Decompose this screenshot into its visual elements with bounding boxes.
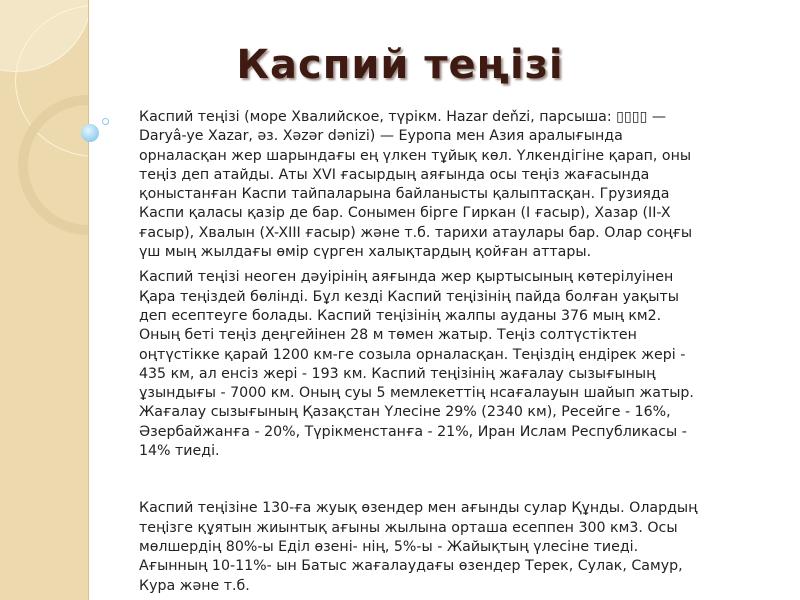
slide-title: Каспий теңізі — [236, 42, 564, 88]
slide-body — [139, 108, 699, 596]
paragraph-geography: Каспий теңізі неоген дәуірінің аяғында жер қыртысының көтерілуінен Қара теңіздей бөлінді. Бұл кезді Каспий теңізінің пайда болған уақыты деп есептеуге болады. Каспий теңізінің жалпы ауданы 376 мың км2. Оның беті теңіз деңгейінен 28 м төмен жатыр. Теңіз солтүстіктен оңтүстікке қарай 1200 км-ге созыла орналасқан. Теңіздің ендірек жері - 435 км, ал енсіз жері - 193 км. Каспий теңізінің жағалау сызығының ұзындығы - 7000 км. Оның суы 5 мемлекеттің нсағалауын шайып жатыр. Жағалау сызығының Қазақстан Үлесіне 29% (2340 км), Ресейге - 16%, Әзербайжанға - 20%, Түрікменстанға - 21%, Иран Ислам Республикасы - 14% тиеді. — [139, 269, 694, 460]
decorative-bead-icon — [102, 118, 109, 125]
paragraph-rivers: Каспий теңізіне 130-ға жуық өзендер мен ағынды сулар Құнды. Олардың теңізге құятын жиынтық ағыны жылына орташа есеппен 300 км3. Осы мөлшердің 80%-ы Еділ өзені- нің, 5%-ы - Жайықтың үлесіне тиеді. Ағынның 10-11%- ын Батыс жағалаудағы өзендер Терек, Сулак, Самур, Кура және т.б. — [139, 500, 698, 594]
slide-decoration-sidebar — [0, 0, 89, 600]
paragraph-intro: Каспий теңізі (море Хвалийское, түрікм. Hazar deňzi, парсыша: ▯▯▯▯ — Daryâ-ye Xazar, әз. Xəzər dənizi) — Еуропа мен Азия аралығында орналасқан жер шарындағы ең үлкен тұйық көл. Үлкендігіне қарап, оны теңіз деп атайды. Аты XVI ғасырдың аяғында осы теңіз жағасында қоныстанған Каспи тайпаларына байланысты қалыптасқан. Грузияда Каспи қаласы қазір де бар. Сонымен бірге Гиркан (I ғасыр), Хазар (II-X ғасыр), Хвалын (X-XIII ғасыр) және т.б. тарихи атаулары бар. Олар соңғы үш мың жылдағы өмір сүрген халықтардың қойған аттары. — [139, 109, 693, 261]
decorative-bead-icon — [81, 124, 99, 142]
